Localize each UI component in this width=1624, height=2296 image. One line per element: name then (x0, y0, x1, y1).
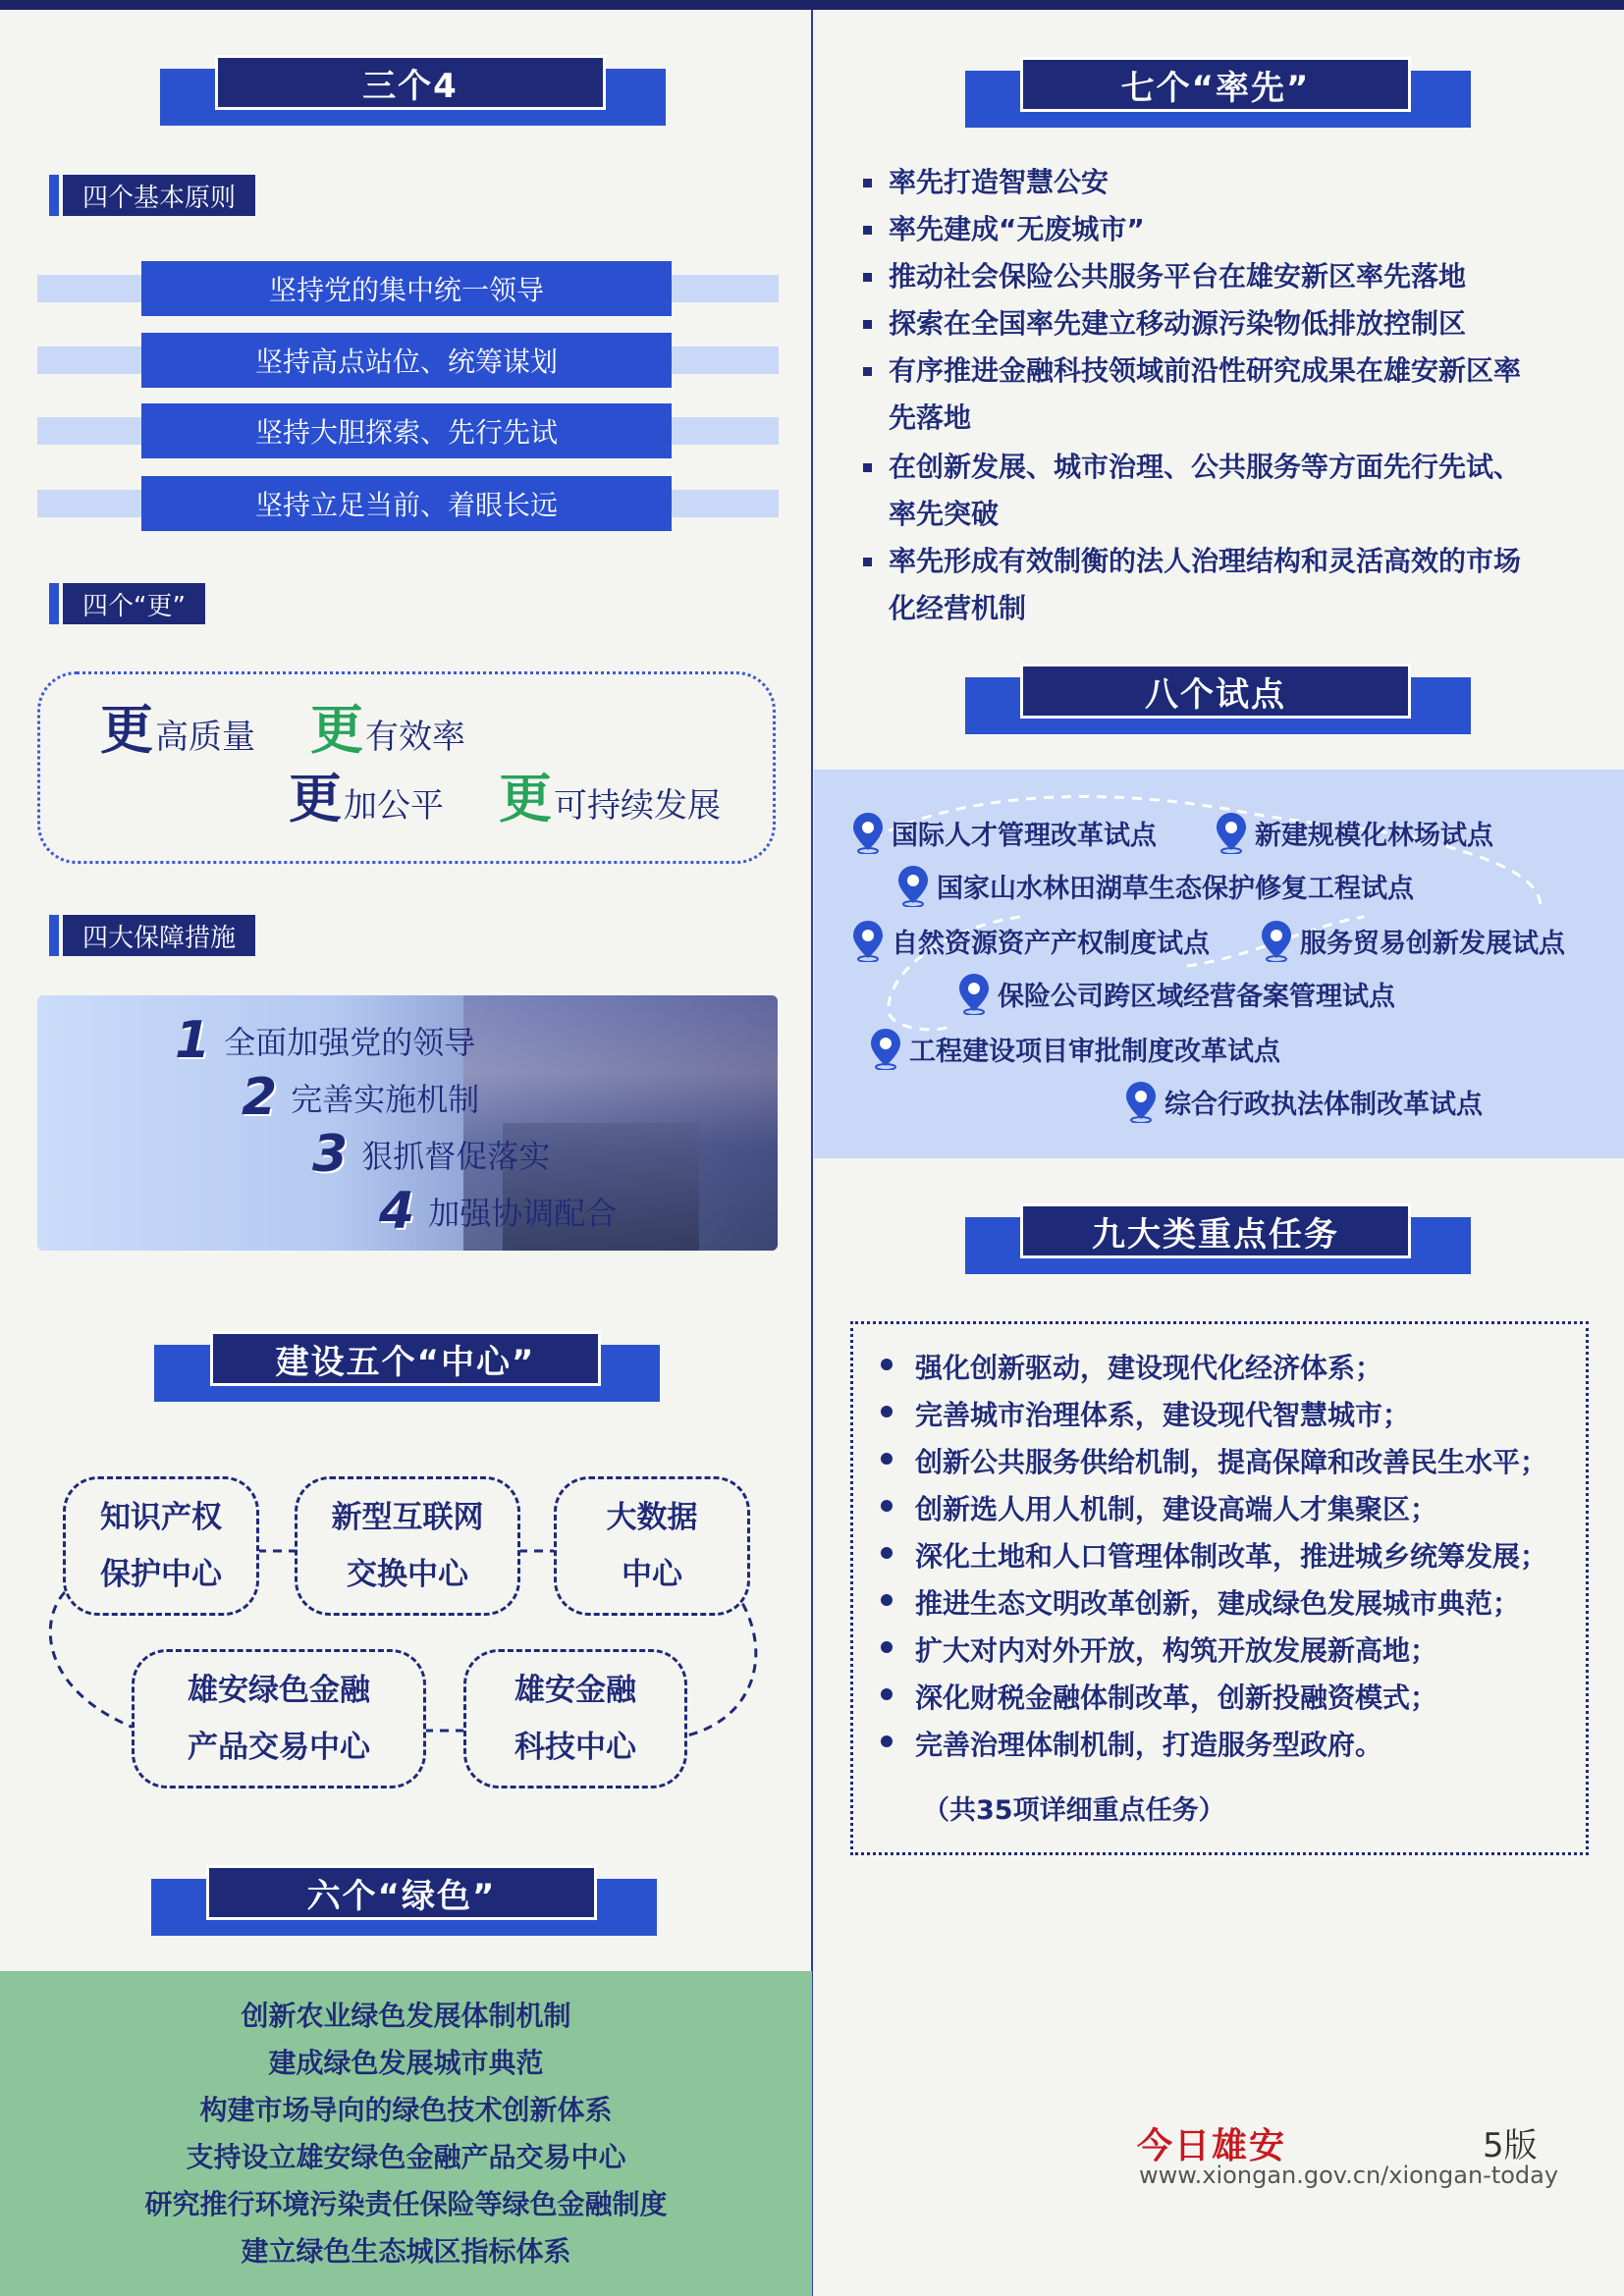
location-pin-icon (956, 972, 992, 1015)
first-item: 率先形成有效制衡的法人治理结构和灵活高效的市场 化经营机制 (889, 538, 1521, 632)
pilot-item: 综合行政执法体制改革试点 (1123, 1080, 1483, 1123)
task-item: 创新公共服务供给机制，提高保障和改善民生水平； (915, 1441, 1547, 1480)
xiongan-today-logo: 今日雄安 (1137, 2125, 1287, 2166)
task-item: 创新选人用人机制，建设高端人才集聚区； (915, 1488, 1437, 1527)
pilot-item: 自然资源资产产权制度试点 (850, 919, 1210, 962)
principle-label: 坚持党的集中统一领导 (141, 261, 672, 316)
green-item: 创新农业绿色发展体制机制 (241, 2000, 571, 2032)
task-item: 推进生态文明改革创新，建成绿色发展城市典范； (915, 1582, 1520, 1622)
more-item: 更 高质量 (100, 699, 255, 761)
first-item: 率先建成“无废城市” (889, 206, 1145, 253)
location-pin-icon (850, 919, 886, 962)
pilot-item: 新建规模化林场试点 (1214, 811, 1493, 854)
task-item: 强化创新驱动，建设现代化经济体系； (915, 1347, 1382, 1386)
first-item: 有序推进金融科技领域前沿性研究成果在雄安新区率 先落地 (889, 347, 1521, 442)
green-item: 研究推行环境污染责任保险等绿色金融制度 (144, 2188, 668, 2220)
green-item: 建立绿色生态城区指标体系 (241, 2235, 571, 2268)
measure-item: 4 加强协调配合 (379, 1182, 618, 1241)
center-node: 大数据 中心 (554, 1476, 750, 1616)
location-pin-icon (1123, 1080, 1159, 1123)
location-pin-icon (850, 811, 886, 854)
edition-number: 5版 (1483, 2126, 1538, 2165)
principle-label: 坚持大胆探索、先行先试 (141, 403, 672, 458)
section-title: 三个4 (215, 55, 606, 110)
section-header-six-green (151, 1865, 657, 1934)
pilot-item: 国际人才管理改革试点 (850, 811, 1157, 854)
first-item: 率先打造智慧公安 (889, 159, 1109, 206)
center-node: 新型互联网 交换中心 (295, 1476, 520, 1616)
more-item: 更 有效率 (310, 699, 465, 761)
site-url: www.xiongan.gov.cn/xiongan-today (1139, 2162, 1559, 2189)
measure-item: 3 狠抓督促落实 (312, 1125, 551, 1184)
more-item: 更 加公平 (289, 768, 444, 829)
measure-item: 2 完善实施机制 (242, 1068, 480, 1127)
center-node: 雄安金融 科技中心 (463, 1649, 687, 1789)
more-item: 更 可持续发展 (499, 768, 721, 829)
location-pin-icon (1259, 919, 1294, 962)
center-node: 知识产权 保护中心 (63, 1476, 259, 1616)
tag-label: 四大保障措施 (59, 915, 255, 956)
first-item: 探索在全国率先建立移动源污染物低排放控制区 (889, 300, 1466, 347)
measure-item: 1 全面加强党的领导 (175, 1011, 476, 1070)
task-item: 完善治理体制机制，打造服务型政府。 (915, 1724, 1382, 1763)
tag-label: 四个“更” (59, 583, 205, 624)
section-title: 九大类重点任务 (1020, 1203, 1411, 1258)
tasks-note: （共35项详细重点任务） (923, 1795, 1225, 1826)
section-header-seven-firsts (965, 57, 1471, 126)
task-item: 深化财税金融体制改革，创新投融资模式； (915, 1677, 1437, 1716)
pilot-item: 工程建设项目审批制度改革试点 (868, 1027, 1280, 1070)
pilot-item: 服务贸易创新发展试点 (1259, 919, 1565, 962)
location-pin-icon (895, 864, 931, 907)
green-item: 建成绿色发展城市典范 (268, 2047, 544, 2079)
principle-label: 坚持立足当前、着眼长远 (141, 476, 672, 531)
green-item: 构建市场导向的绿色技术创新体系 (199, 2094, 613, 2126)
section-header-eight-pilots (965, 664, 1471, 732)
pilot-item: 国家山水林田湖草生态保护修复工程试点 (895, 864, 1414, 907)
section-title: 建设五个“中心” (210, 1331, 601, 1386)
location-pin-icon (1214, 811, 1249, 854)
tag-label: 四个基本原则 (59, 175, 255, 216)
task-item: 扩大对内对外开放，构筑开放发展新高地； (915, 1629, 1437, 1669)
section-header-nine-tasks (965, 1203, 1471, 1272)
task-item: 完善城市治理体系，建设现代智慧城市； (915, 1394, 1410, 1433)
task-item: 深化土地和人口管理体制改革，推进城乡统筹发展； (915, 1535, 1547, 1575)
first-item: 在创新发展、城市治理、公共服务等方面先行先试、 率先突破 (889, 444, 1521, 538)
green-item: 支持设立雄安绿色金融产品交易中心 (186, 2141, 626, 2173)
section-title: 八个试点 (1020, 664, 1411, 719)
section-title: 七个“率先” (1020, 57, 1411, 112)
location-pin-icon (868, 1027, 903, 1070)
pilot-item: 保险公司跨区域经营备案管理试点 (956, 972, 1395, 1015)
principle-label: 坚持高点站位、统筹谋划 (141, 333, 672, 388)
center-node: 雄安绿色金融 产品交易中心 (132, 1649, 426, 1789)
section-title: 六个“绿色” (206, 1865, 597, 1920)
first-item: 推动社会保险公共服务平台在雄安新区率先落地 (889, 253, 1466, 300)
